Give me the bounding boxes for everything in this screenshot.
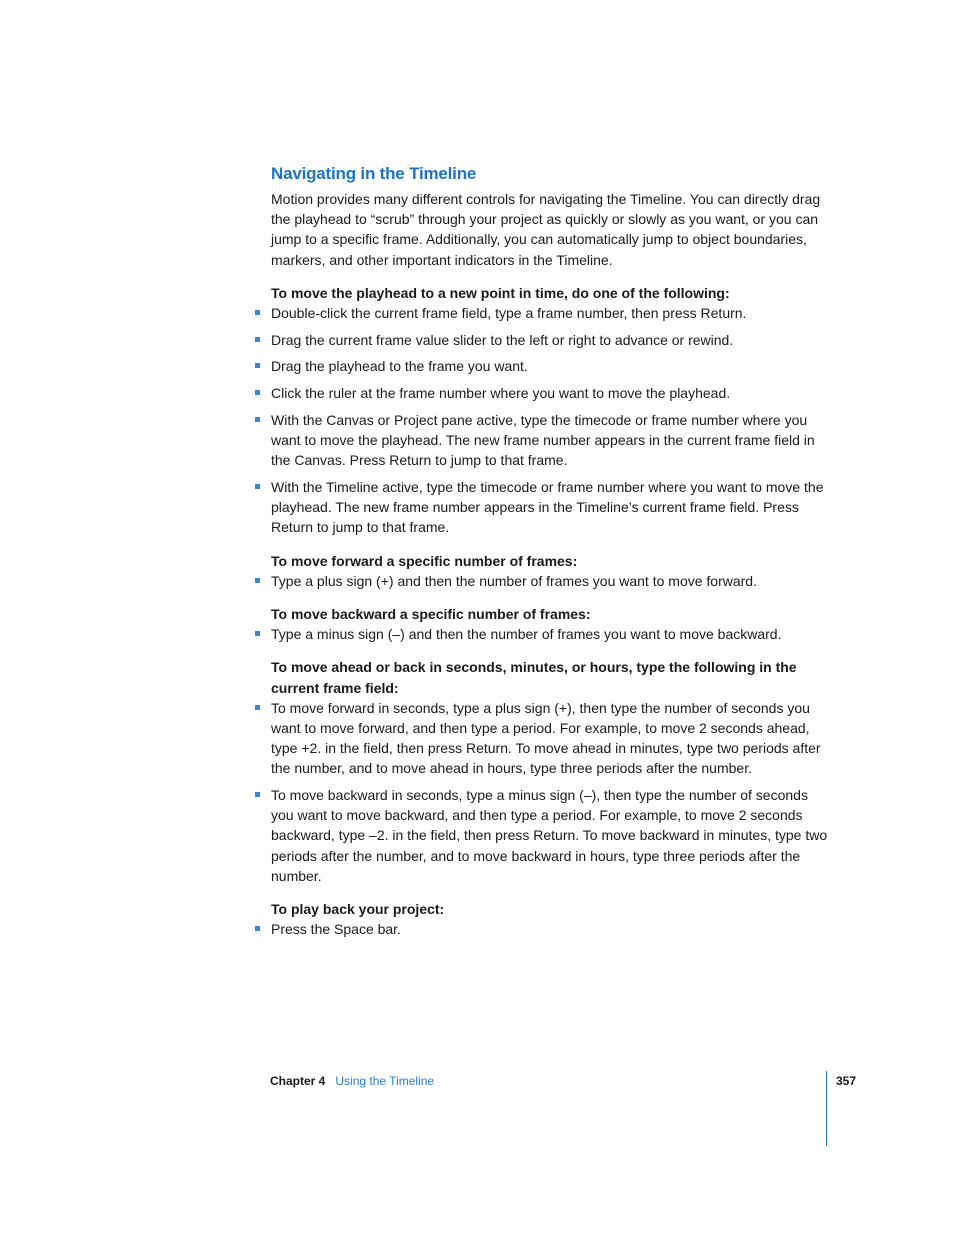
list-item (271, 330, 831, 350)
bullet-list (271, 919, 831, 939)
list-item (271, 383, 831, 403)
bullet-square-icon (255, 926, 260, 931)
page-content (271, 163, 831, 940)
list-item-text: With the Canvas or Project pane active, type the timecode or frame number where you want to move the playhead. The new frame number appears in the current frame field in the Canvas. Press Return to jump to that frame. (271, 411, 815, 469)
list-item-text: Drag the playhead to the frame you want. (271, 358, 528, 375)
intro-paragraph: Motion provides many different controls for navigating the Timeline. You can directly drag the playhead to “scrub” through your project as quickly or slowly as you want, or you can jump to a specific frame. Additionally, you can automatically jump to object boundaries, markers, and other important indicators in the Timeline. (271, 191, 821, 268)
list-item (271, 785, 831, 886)
bullet-square-icon (255, 363, 260, 368)
section-heading: Navigating in the Timeline (271, 164, 477, 183)
bullet-square-icon (255, 417, 260, 422)
list-item (271, 919, 831, 939)
procedure-label: To move the playhead to a new point in time, do one of the following: (271, 284, 730, 301)
list-item (271, 698, 831, 779)
list-item-text: Type a minus sign (–) and then the number of frames you want to move backward. (271, 626, 782, 643)
bullet-square-icon (255, 792, 260, 797)
bullet-list (271, 303, 831, 538)
list-item (271, 356, 831, 376)
list-item-text: To move forward in seconds, type a plus sign (+), then type the number of seconds you want to move forward, and then type a period. For example, to move 2 seconds ahead, type +2. in the field, then press Return. To move ahead in minutes, type two periods after the number, and to move ahead in hours, type three periods after the number. (271, 699, 821, 777)
bullet-square-icon (255, 390, 260, 395)
page-footer (270, 1073, 434, 1089)
list-item-text: With the Timeline active, type the timecode or frame number where you want to move the playhead. The new frame number appears in the Timeline’s current frame field. Press Return to jump to that frame. (271, 478, 824, 536)
bullet-list (271, 624, 831, 644)
procedure-label: To move backward a specific number of frames: (271, 605, 591, 622)
procedure-label: To move ahead or back in seconds, minutes, or hours, type the following in the current frame field: (271, 659, 797, 696)
procedure-label: To move forward a specific number of frames: (271, 552, 578, 569)
list-item (271, 410, 831, 471)
bullet-list (271, 571, 831, 591)
list-item-text: To move backward in seconds, type a minus sign (–), then type the number of seconds you want to move backward, and then type a period. For example, to move 2 seconds backward, type –2. in the field, then press Return. To move backward in minutes, type two periods after the number, and to move backward in hours, type three periods after the number. (271, 787, 828, 884)
bullet-square-icon (255, 631, 260, 636)
list-item (271, 477, 831, 538)
bullet-square-icon (255, 578, 260, 583)
procedure-label: To play back your project: (271, 901, 445, 918)
list-item (271, 303, 831, 323)
list-item (271, 624, 831, 644)
bullet-square-icon (255, 705, 260, 710)
footer-chapter: Chapter 4 (270, 1074, 326, 1088)
footer-chapter-title[interactable]: Using the Timeline (335, 1074, 435, 1088)
list-item-text: Double-click the current frame field, type a frame number, then press Return. (271, 305, 747, 322)
list-item-text: Press the Space bar. (271, 921, 401, 938)
list-item-text: Drag the current frame value slider to the left or right to advance or rewind. (271, 331, 734, 348)
list-item (271, 571, 831, 591)
footer-divider (826, 1071, 827, 1146)
page-number: 357 (836, 1074, 857, 1088)
bullet-list (271, 698, 831, 886)
bullet-square-icon (255, 337, 260, 342)
list-item-text: Click the ruler at the frame number where you want to move the playhead. (271, 385, 731, 402)
list-item-text: Type a plus sign (+) and then the number of frames you want to move forward. (271, 572, 757, 589)
bullet-square-icon (255, 484, 260, 489)
bullet-square-icon (255, 310, 260, 315)
